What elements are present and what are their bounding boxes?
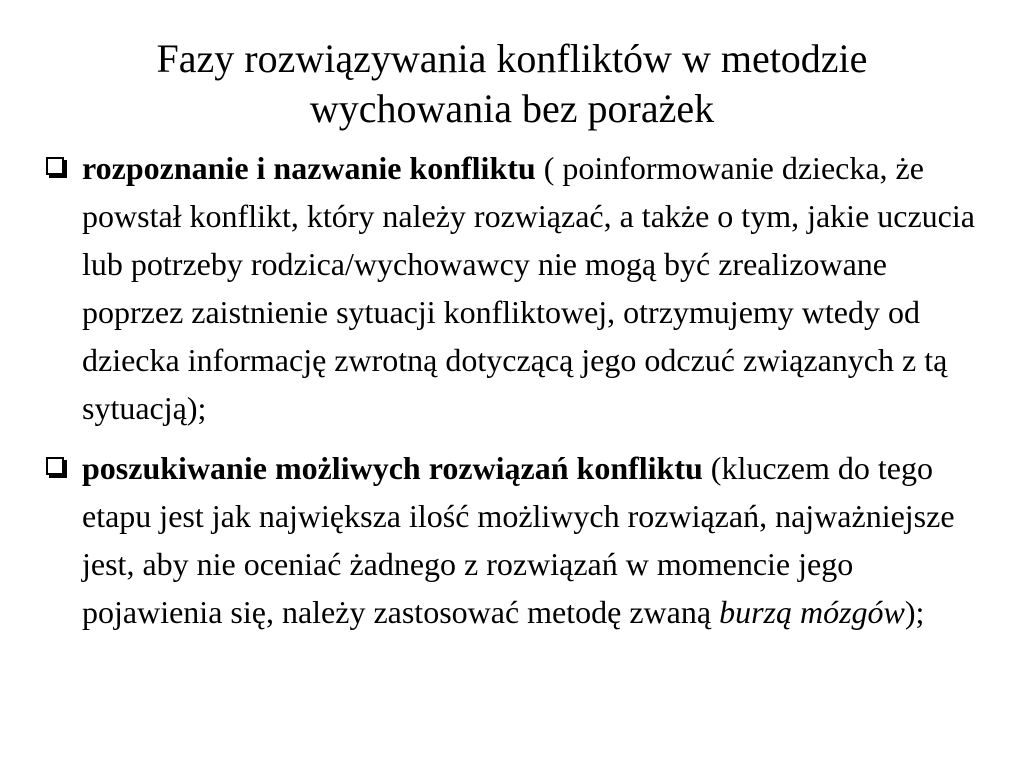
checkbox-bullet-icon — [46, 457, 64, 475]
bullet-item-solutions — [44, 444, 980, 636]
bullet-text: ( poinformowanie dziecka, że powstał konflikt, który należy rozwiązać, a także o tym, jakie uczucia lub potrzeby rodzica/wychowawcy nie mogą być zrealizowane poprzez zaistnienie sytuacji konfliktowej, otrzymujemy wtedy od dziecka informację zwrotną dotyczącą jego odczuć związanych z tą sytuacją); — [82, 150, 975, 426]
slide-title — [40, 34, 984, 134]
slide-title-line-2: wychowania bez porażek — [309, 86, 715, 131]
bullet-italic-term: burzą mózgów — [719, 594, 905, 630]
bullet-heading: poszukiwanie możliwych rozwiązań konfliktu — [82, 450, 703, 486]
slide-title-line-1: Fazy rozwiązywania konfliktów w metodzie — [156, 36, 868, 81]
bullet-tail: ); — [904, 594, 925, 630]
bullet-text: (kluczem do tego etapu jest jak największa ilość możliwych rozwiązań, najważniejsze jest, aby nie oceniać żadnego z rozwiązań w momencie jego pojawienia się, należy zastosować metodę zwaną — [82, 450, 955, 630]
bullet-heading: rozpoznanie i nazwanie konfliktu — [82, 150, 536, 186]
bullet-item-recognition — [44, 144, 980, 432]
checkbox-bullet-icon — [46, 157, 64, 175]
bullet-list — [44, 144, 980, 648]
